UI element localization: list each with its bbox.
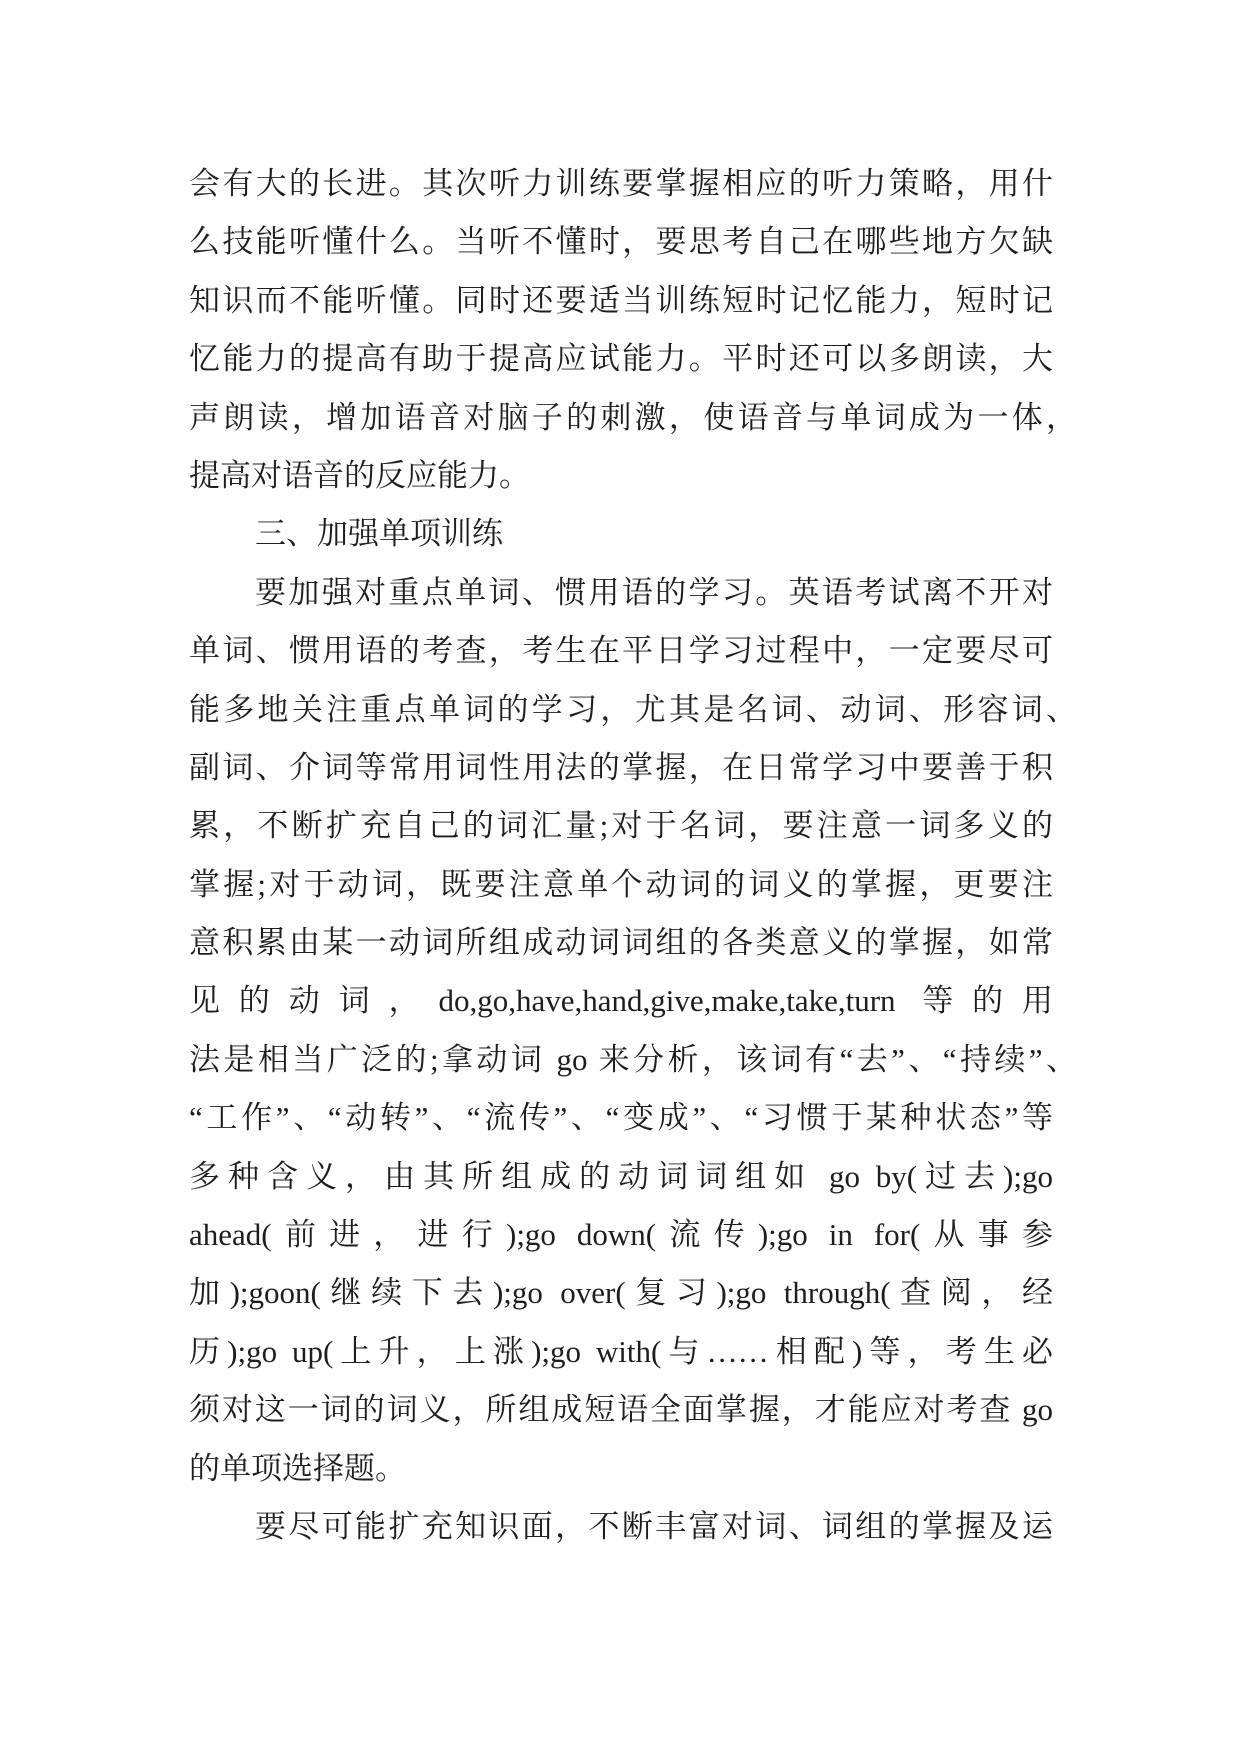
text-line: 副词、介词等常用词性用法的掌握，在日常学习中要善于积 (189, 749, 1053, 785)
text-line: 知识而不能听懂。同时还要适当训练短时记忆能力，短时记 (189, 282, 1053, 318)
text-line: 忆能力的提高有助于提高应试能力。平时还可以多朗读，大 (189, 341, 1053, 377)
section-paragraph (189, 1498, 1053, 1556)
text-line: 会有大的长进。其次听力训练要掌握相应的听力策略，用什 (189, 166, 1053, 201)
text-line: 提高对语音的反应能力。 (189, 457, 530, 493)
text-line: “工作”、“动转”、“流传”、“变成”、“习惯于某种状态”等 (189, 1100, 1053, 1136)
text-line: 加);goon(继续下去);go over(复习);go through(查阅，经 (189, 1275, 1053, 1311)
text-line: 要尽可能扩充知识面，不断丰富对词、词组的掌握及运 (255, 1508, 1053, 1544)
text-line: 能多地关注重点单词的学习，尤其是名词、动词、形容词、 (189, 691, 1077, 727)
section-heading: 三、加强单项训练 (255, 516, 503, 552)
section-paragraph (189, 564, 1077, 1498)
text-line: 掌握;对于动词，既要注意单个动词的词义的掌握，更要注 (189, 866, 1053, 902)
text-line: 须对这一词的词义，所组成短语全面掌握，才能应对考查 go (189, 1392, 1053, 1428)
intro-paragraph (189, 155, 1077, 505)
text-line: 法是相当广泛的;拿动词 go 来分析，该词有“去”、“持续”、 (189, 1041, 1077, 1077)
text-line: 历);go up(上升，上涨);go with(与……相配)等，考生必 (189, 1333, 1053, 1369)
text-line: 的单项选择题。 (189, 1450, 406, 1486)
text-line: 单词、惯用语的考查，考生在平日学习过程中，一定要尽可 (189, 633, 1053, 669)
text-line: ahead(前进，进行);go down(流传);go in for(从事参 (189, 1217, 1053, 1253)
text-line: 累，不断扩充自己的词汇量;对于名词，要注意一词多义的 (189, 808, 1053, 844)
document-body (189, 155, 1077, 1556)
text-line: 声朗读，增加语音对脑子的刺激，使语音与单词成为一体， (189, 399, 1077, 435)
text-line: 要加强对重点单词、惯用语的学习。英语考试离不开对 (255, 574, 1053, 610)
text-line: 见的动词，do,go,have,hand,give,make,take,turn 等的用 (189, 983, 1053, 1019)
text-line: 么技能听懂什么。当听不懂时，要思考自己在哪些地方欠缺 (189, 224, 1053, 260)
text-line: 意积累由某一动词所组成动词词组的各类意义的掌握，如常 (189, 925, 1053, 961)
text-line: 多种含义，由其所组成的动词词组如 go by(过去);go (189, 1158, 1053, 1194)
